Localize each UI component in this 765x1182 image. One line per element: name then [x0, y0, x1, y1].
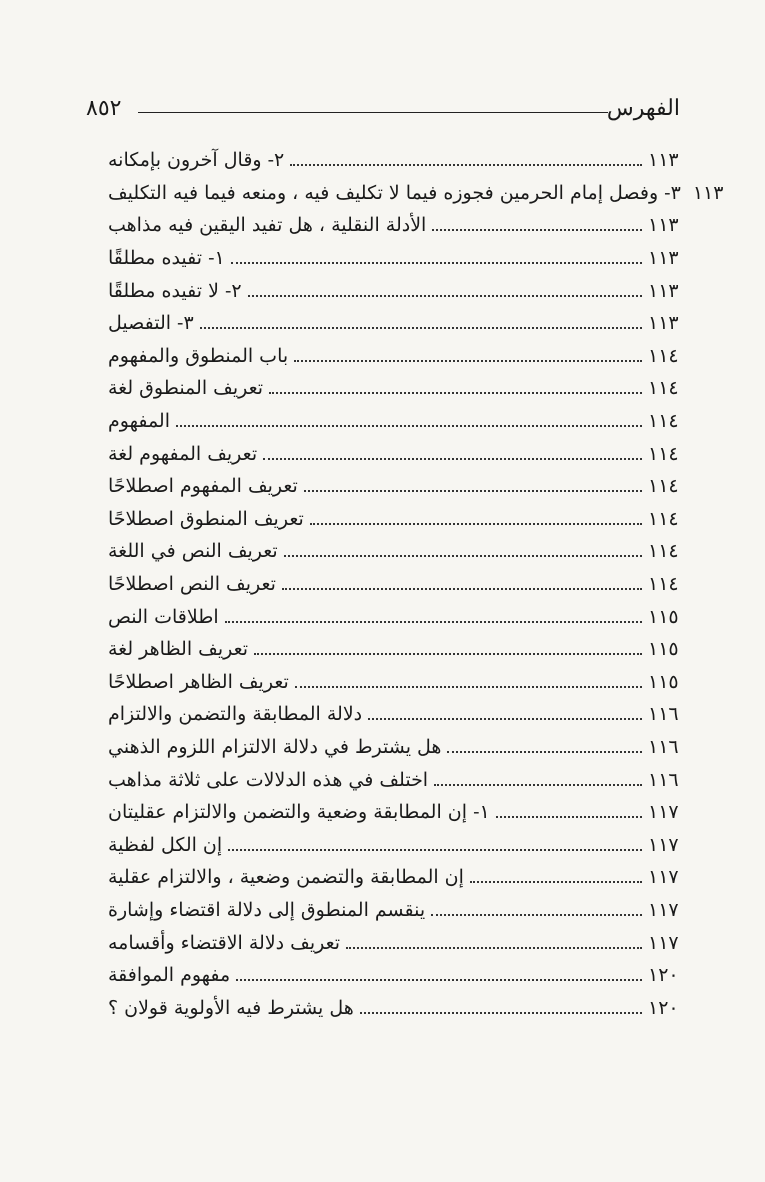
dot-leader	[434, 784, 642, 786]
index-entry	[100, 437, 682, 470]
entry-page-number: ١١٤	[648, 507, 679, 530]
entry-label: ينقسم المنطوق إلى دلالة اقتضاء وإشارة	[108, 898, 426, 921]
dot-leader	[294, 360, 642, 362]
index-entry	[100, 209, 682, 242]
entry-page-number: ١٢٠	[648, 964, 679, 987]
index-entry	[100, 470, 682, 503]
entry-label: باب المنطوق والمفهوم	[108, 344, 289, 367]
index-entry	[100, 731, 682, 764]
dot-leader	[360, 1012, 642, 1014]
index-entry	[100, 926, 682, 959]
index-list	[100, 144, 724, 1024]
index-entry	[100, 666, 682, 699]
dot-leader	[248, 295, 642, 297]
entry-page-number: ١١٥	[648, 670, 679, 693]
index-entry	[100, 144, 682, 177]
dot-leader	[284, 555, 642, 557]
dot-leader	[368, 718, 642, 720]
page-number: ٨٥٢	[86, 96, 122, 121]
index-entry	[100, 405, 682, 438]
header-rule	[138, 112, 608, 113]
entry-page-number: ١١٦	[648, 735, 679, 758]
entry-page-number: ١١٣	[648, 279, 679, 302]
dot-leader	[295, 686, 642, 688]
index-entry	[100, 307, 682, 340]
entry-label: تعريف المفهوم لغة	[108, 442, 258, 465]
entry-label: اطلاقات النص	[108, 605, 219, 628]
entry-label: إن الكل لفظية	[108, 833, 223, 856]
entry-page-number: ١١٦	[648, 768, 679, 791]
entry-label: تعريف الظاهر لغة	[108, 638, 249, 661]
index-entry	[100, 242, 682, 275]
dot-leader	[228, 849, 642, 851]
dot-leader	[431, 914, 642, 916]
entry-label: تعريف النص اصطلاحًا	[108, 573, 276, 596]
entry-page-number: ١١٣	[692, 181, 724, 204]
entry-page-number: ١١٥	[648, 638, 679, 661]
index-entry	[100, 535, 682, 568]
dot-leader	[304, 490, 642, 492]
dot-leader	[176, 425, 642, 427]
index-entry	[100, 991, 682, 1024]
entry-page-number: ١١٤	[648, 410, 679, 433]
index-entry	[100, 372, 682, 405]
entry-page-number: ١١٣	[648, 312, 679, 335]
entry-label: دلالة المطابقة والتضمن والالتزام	[108, 703, 363, 726]
dot-leader	[447, 751, 642, 753]
entry-page-number: ١١٧	[648, 866, 679, 889]
dot-leader	[432, 229, 642, 231]
entry-label: المفهوم	[108, 410, 171, 433]
entry-page-number: ١١٧	[648, 931, 679, 954]
entry-label: اختلف في هذه الدلالات على ثلاثة مذاهب	[108, 768, 429, 791]
index-entry	[100, 503, 682, 536]
entry-page-number: ١١٤	[648, 442, 679, 465]
entry-label: ١- تفيده مطلقًا	[108, 247, 225, 270]
dot-leader	[290, 164, 642, 166]
page-title: الفهرس	[606, 96, 680, 121]
entry-label: ٣- وفصل إمام الحرمين فجوزه فيما لا تكليف فيه ، ومنعه فيما فيه التكليف	[108, 181, 681, 204]
index-entry	[100, 274, 682, 307]
dot-leader	[310, 523, 642, 525]
entry-page-number: ١٢٠	[648, 996, 679, 1019]
entry-label: هل يشترط فيه الأولوية قولان ؟	[108, 996, 354, 1019]
entry-page-number: ١١٣	[648, 149, 679, 172]
entry-label: تعريف النص في اللغة	[108, 540, 278, 563]
entry-page-number: ١١٣	[648, 247, 679, 270]
entry-page-number: ١١٦	[648, 703, 679, 726]
dot-leader	[282, 588, 642, 590]
entry-page-number: ١١٧	[648, 833, 679, 856]
entry-label: ٢- لا تفيده مطلقًا	[108, 279, 242, 302]
dot-leader	[346, 947, 642, 949]
entry-page-number: ١١٤	[648, 475, 679, 498]
entry-page-number: ١١٤	[648, 573, 679, 596]
index-entry	[100, 861, 682, 894]
index-entry	[100, 600, 682, 633]
entry-page-number: ١١٤	[648, 540, 679, 563]
entry-label: ٣- التفصيل	[108, 312, 194, 335]
index-entry	[100, 340, 682, 373]
entry-label: تعريف المفهوم اصطلاحًا	[108, 475, 298, 498]
entry-label: تعريف المنطوق اصطلاحًا	[108, 507, 304, 530]
entry-page-number: ١١٧	[648, 801, 679, 824]
dot-leader	[470, 881, 642, 883]
entry-label: تعريف الظاهر اصطلاحًا	[108, 670, 289, 693]
entry-label: إن المطابقة والتضمن وضعية ، والالتزام عقلية	[108, 866, 464, 889]
entry-label: ٢- وقال آخرون بإمكانه	[108, 149, 285, 172]
index-entry	[100, 568, 682, 601]
dot-leader	[236, 979, 642, 981]
index-entry	[100, 698, 682, 731]
index-entry	[100, 959, 682, 992]
dot-leader	[254, 653, 642, 655]
entry-label: هل يشترط في دلالة الالتزام اللزوم الذهني	[108, 735, 442, 758]
dot-leader	[263, 458, 642, 460]
entry-label: تعريف المنطوق لغة	[108, 377, 264, 400]
index-entry	[100, 633, 682, 666]
page-header	[86, 96, 680, 130]
dot-leader	[269, 392, 642, 394]
index-entry	[100, 177, 724, 210]
entry-label: مفهوم الموافقة	[108, 964, 231, 987]
entry-page-number: ١١٥	[648, 605, 679, 628]
entry-page-number: ١١٧	[648, 898, 679, 921]
index-entry	[100, 894, 682, 927]
dot-leader	[225, 621, 642, 623]
index-entry	[100, 796, 682, 829]
entry-label: ١- إن المطابقة وضعية والتضمن والالتزام عقليتان	[108, 801, 490, 824]
index-entry	[100, 828, 682, 861]
entry-label: تعريف دلالة الاقتضاء وأقسامه	[108, 931, 341, 954]
entry-page-number: ١١٤	[648, 344, 679, 367]
dot-leader	[200, 327, 642, 329]
entry-page-number: ١١٤	[648, 377, 679, 400]
dot-leader	[496, 816, 642, 818]
entry-page-number: ١١٣	[648, 214, 679, 237]
entry-label: الأدلة النقلية ، هل تفيد اليقين فيه مذاهب	[108, 214, 427, 237]
dot-leader	[231, 262, 642, 264]
index-entry	[100, 763, 682, 796]
